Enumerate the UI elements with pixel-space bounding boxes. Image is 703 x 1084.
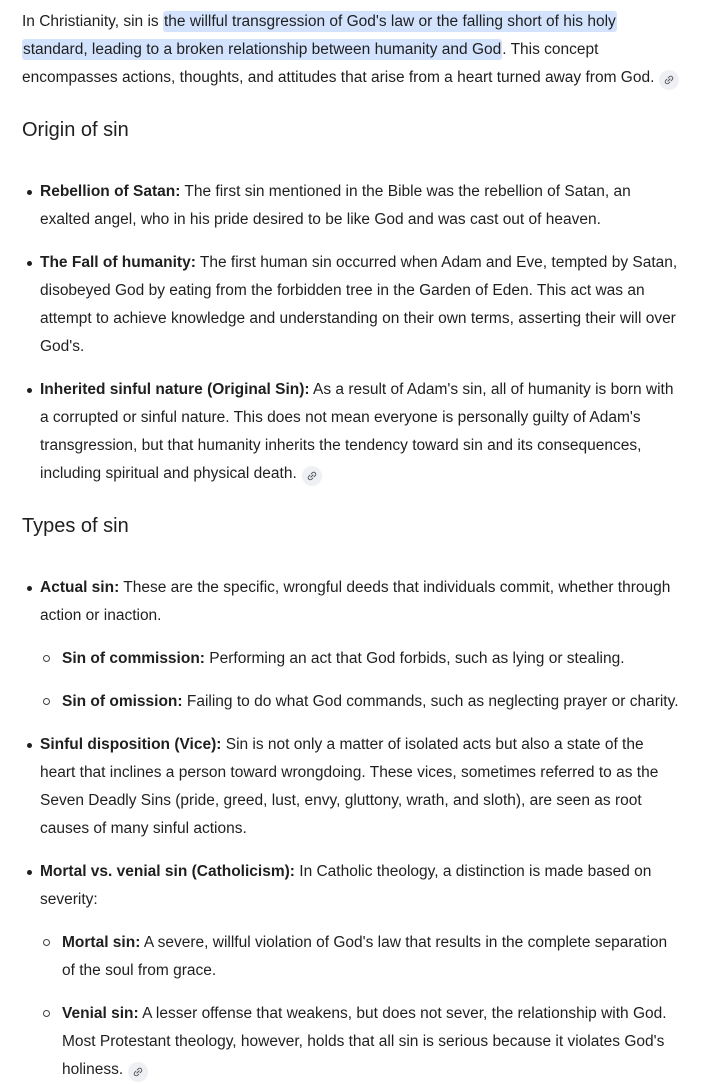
sub-bullet-list [40,929,681,1084]
sub-bullet-list [40,645,681,716]
bullet-lead: Mortal sin: [62,934,141,951]
intro-suffix: . This concept encompasses actions, thoughts, and attitudes that arise from a heart turned away from God. [22,41,655,86]
sections-container [22,117,681,1084]
link-icon [130,1064,147,1081]
bullet-body: The first sin mentioned in the Bible was the rebellion of Satan, an exalted angel, who in his pride desired to be like God and was cast out of heaven. [40,183,631,228]
bullet-body: A severe, willful violation of God's law that results in the complete separation of the soul from grace. [62,934,668,979]
bullet-lead: Sin of commission: [62,650,205,667]
bullet-lead: Actual sin: [40,579,120,596]
bullet-text [40,731,681,843]
bullet-lead: Venial sin: [62,1005,139,1022]
bullet-lead: Sinful disposition (Vice): [40,736,222,753]
intro-prefix: In Christianity, sin is [22,13,163,30]
list-item [22,376,681,488]
list-item [22,249,681,361]
sub-list-item [42,645,681,673]
bullet-body: As a result of Adam's sin, all of humanity is born with a corrupted or sinful nature. This does not mean everyone is personally guilty of Adam's transgression, but that humanity inherits the tendency toward sin and its consequences, including spiritual and physical death. [40,381,674,482]
bullet-lead: Inherited sinful nature (Original Sin): [40,381,310,398]
bullet-text [40,574,681,630]
bullet-list [22,574,681,1084]
sub-list-item [42,929,681,985]
list-item [22,574,681,716]
list-item [22,731,681,843]
section-heading: Types of sin [22,515,129,537]
sub-list-item [42,1000,681,1084]
bullet-body: Sin is not only a matter of isolated acts but also a state of the heart that inclines a person toward wrongdoing. These vices, sometimes referred to as the Seven Deadly Sins (pride, greed, lust, envy, gluttony, wrath, and sloth), are seen as root causes of many sinful actions. [40,736,659,837]
bullet-list [22,178,681,488]
bullet-body: In Catholic theology, a distinction is made based on severity: [40,863,652,908]
list-item [22,178,681,234]
link-icon [303,468,320,485]
bullet-lead: Sin of omission: [62,693,183,710]
citation-link-chip[interactable] [128,1062,148,1082]
bullet-lead: Mortal vs. venial sin (Catholicism): [40,863,295,880]
bullet-text [40,249,681,361]
bullet-text [62,1000,681,1084]
bullet-text [40,858,681,914]
sub-list-item [42,688,681,716]
citation-link-chip[interactable] [302,466,322,486]
bullet-text [40,376,681,488]
bullet-body: A lesser offense that weakens, but does not sever, the relationship with God. Most Protestant theology, however, holds that all sin is serious because it violates God's holiness. [62,1005,667,1078]
intro-paragraph [22,8,681,92]
bullet-text [62,929,681,985]
bullet-body: The first human sin occurred when Adam and Eve, tempted by Satan, disobeyed God by eating from the forbidden tree in the Garden of Eden. This act was an attempt to achieve knowledge and understanding on their own terms, asserting their will over God's. [40,254,678,355]
bullet-body: Performing an act that God forbids, such as lying or stealing. [204,650,625,667]
bullet-text [62,688,681,716]
bullet-body: These are the specific, wrongful deeds that individuals commit, whether through action or inaction. [40,579,671,624]
list-item [22,858,681,1084]
bullet-text [62,645,681,673]
section-heading: Origin of sin [22,119,129,141]
bullet-lead: Rebellion of Satan: [40,183,181,200]
bullet-text [40,178,681,234]
link-icon [661,72,678,89]
bullet-body: Failing to do what God commands, such as neglecting prayer or charity. [182,693,679,710]
highlighted-citation-text: the willful transgression of God's law or the falling short of his holy standard, leading to a broken relationship between humanity and God [23,13,616,58]
bullet-lead: The Fall of humanity: [40,254,196,271]
citation-link-chip[interactable] [659,70,679,90]
